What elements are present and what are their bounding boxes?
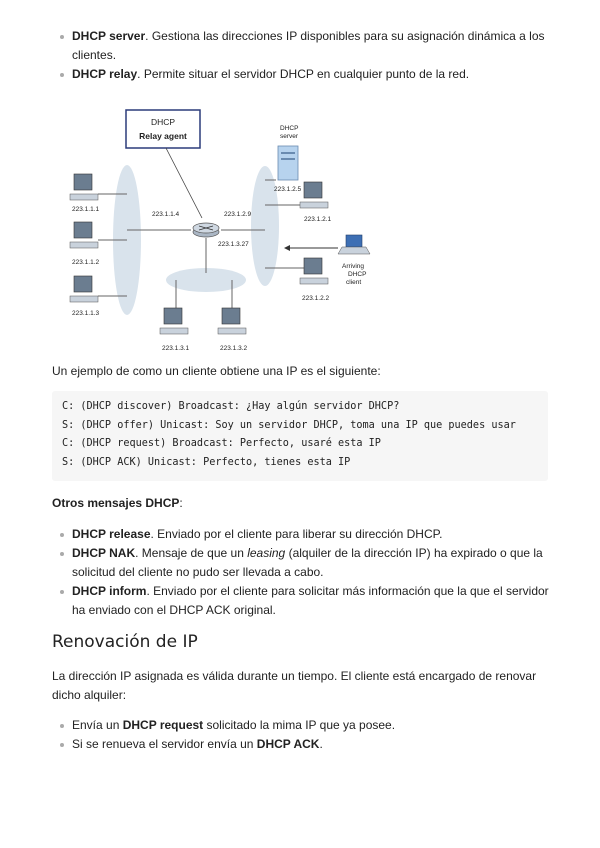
host-left-3-ip: 223.1.1.3 — [72, 310, 100, 317]
code-block — [52, 391, 548, 481]
renewal-list — [52, 716, 552, 754]
dhcp-relay-diagram — [66, 108, 396, 358]
term-dhcp-request: DHCP request — [122, 718, 204, 732]
list-item — [52, 525, 552, 544]
other-messages-colon: : — [179, 496, 183, 510]
server-label-2: server — [280, 133, 299, 140]
list-item — [52, 27, 552, 65]
item-text: (alquiler de la dirección IP) ha expirado o que la solicitud del cliente no pudo ser llevada a cabo. — [72, 546, 543, 579]
relay-pointer — [166, 148, 202, 218]
list-item — [52, 735, 552, 754]
example-intro: Un ejemplo de como un cliente obtiene una IP es el siguiente: — [52, 364, 381, 378]
item-text: Envía un — [72, 718, 123, 732]
item-text: . Permite situar el servidor DHCP en cualquier punto de la red. — [137, 67, 470, 81]
code-line: C: (DHCP request) Broadcast: Perfecto, usaré esta IP — [62, 438, 381, 449]
client-label-2: DHCP — [348, 271, 367, 278]
code-line: C: (DHCP discover) Broadcast: ¿Hay algún servidor DHCP? — [62, 401, 400, 412]
host-left-1 — [70, 174, 98, 200]
host-right-1 — [300, 182, 328, 208]
host-left-3 — [70, 276, 98, 302]
code-line: S: (DHCP ACK) Unicast: Perfecto, tienes esta IP — [62, 456, 351, 468]
other-messages-title: Otros mensajes DHCP — [52, 496, 180, 510]
item-text: . Gestiona las direcciones IP disponibles para su asignación dinámica a los clientes. — [72, 29, 545, 62]
item-text: . — [319, 737, 323, 751]
host-left-1-ip: 223.1.1.1 — [72, 206, 100, 213]
item-text: Si se renueva el servidor envía un — [72, 737, 257, 751]
host-bottom-1 — [160, 308, 188, 334]
term-dhcp-relay: DHCP relay — [72, 67, 138, 81]
item-emphasis: leasing — [247, 546, 286, 560]
list-item — [52, 582, 552, 620]
client-arrow-head — [284, 245, 290, 251]
host-right-2 — [300, 258, 328, 284]
server-label-1: DHCP — [280, 125, 299, 132]
host-right-2-ip: 223.1.2.2 — [302, 295, 330, 302]
router-icon — [193, 223, 219, 237]
item-text: . Mensaje de que un — [135, 546, 248, 560]
intro-list — [52, 27, 552, 84]
host-right-1-ip: 223.1.2.1 — [304, 216, 332, 223]
laptop-icon — [338, 235, 370, 254]
router-ip-bottom: 223.1.3.27 — [218, 241, 249, 248]
code-line: S: (DHCP offer) Unicast: Soy un servidor DHCP, toma una IP que puedes usar — [62, 419, 516, 431]
client-label-3: client — [346, 279, 362, 286]
relay-label-2: Relay agent — [139, 131, 187, 141]
router-ip-right: 223.1.2.9 — [224, 211, 252, 218]
other-messages-heading — [52, 494, 552, 513]
host-bottom-2-ip: 223.1.3.2 — [220, 345, 248, 352]
other-messages-list — [52, 525, 552, 620]
list-item — [52, 544, 552, 582]
relay-agent-box — [126, 110, 200, 148]
item-text: . Enviado por el cliente para solicitar más información que la que el servidor ha enviado con el DHCP ACK original. — [72, 584, 549, 617]
item-text: solicitado la mima IP que ya posee. — [203, 718, 396, 732]
client-label-1: Arriving — [342, 263, 365, 270]
host-bottom-1-ip: 223.1.3.1 — [162, 345, 190, 352]
list-item — [52, 65, 552, 84]
relay-label-1: DHCP — [150, 117, 176, 127]
server-icon — [278, 146, 298, 180]
item-text: . Enviado por el cliente para liberar su dirección DHCP. — [150, 527, 443, 541]
router-ip-left: 223.1.1.4 — [152, 211, 180, 218]
term-dhcp-ack: DHCP ACK — [256, 737, 320, 751]
term-dhcp-inform: DHCP inform — [72, 584, 147, 598]
term-dhcp-nak: DHCP NAK — [72, 546, 136, 560]
list-item — [52, 716, 552, 735]
host-left-2 — [70, 222, 98, 248]
server-ip: 223.1.2.5 — [274, 186, 302, 193]
term-dhcp-server: DHCP server — [72, 29, 146, 43]
term-dhcp-release: DHCP release — [72, 527, 151, 541]
renewal-paragraph: La dirección IP asignada es válida durante un tiempo. El cliente está encargado de renovar dicho alquiler: — [52, 669, 537, 702]
section-title: Renovación de IP — [52, 632, 198, 652]
host-left-2-ip: 223.1.1.2 — [72, 259, 100, 266]
host-bottom-2 — [218, 308, 246, 334]
